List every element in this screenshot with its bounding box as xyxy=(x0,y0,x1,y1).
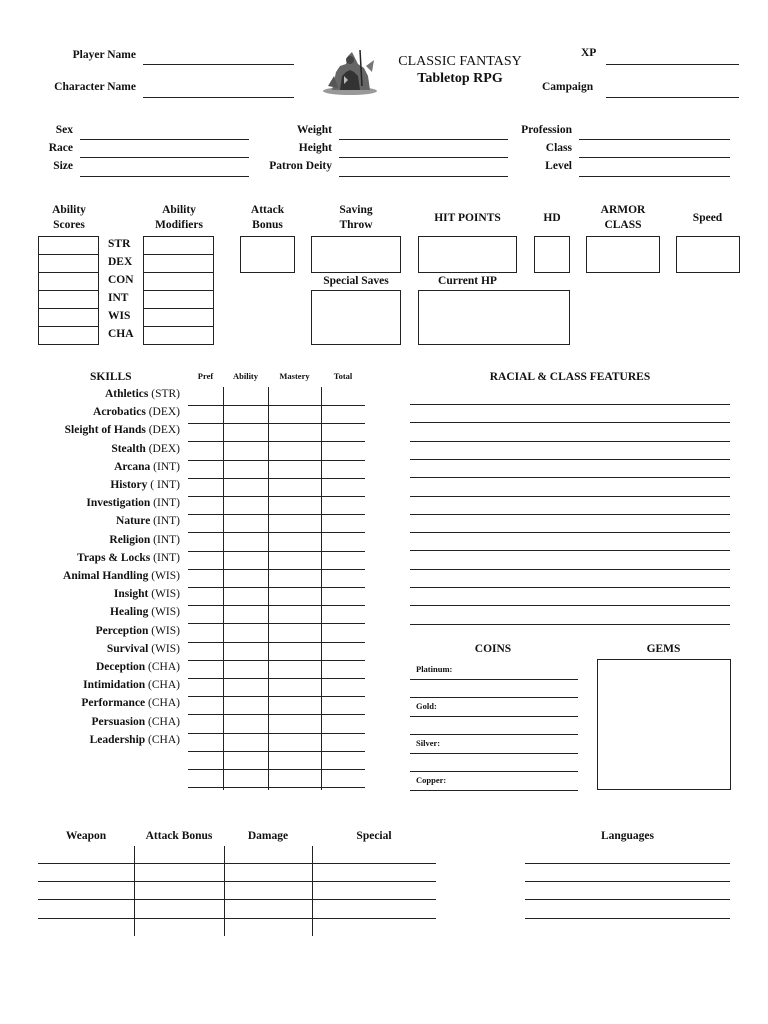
ability-int: INT xyxy=(108,292,129,304)
skill-col-divider xyxy=(223,387,224,790)
sheet-title: CLASSIC FANTASY xyxy=(398,54,522,69)
coin-copper-label: Copper: xyxy=(416,775,447,785)
attack-bonus-box[interactable] xyxy=(240,236,295,273)
language-line[interactable] xyxy=(525,881,730,882)
special-saves-box[interactable] xyxy=(311,290,401,345)
height-label: Height xyxy=(298,142,332,154)
skill-label xyxy=(20,734,180,746)
coin-platinum-label: Platinum: xyxy=(416,664,453,674)
xp-label: XP xyxy=(581,47,597,59)
weapon-col-divider xyxy=(312,846,313,936)
weapon-col-divider xyxy=(224,846,225,936)
hd-box[interactable] xyxy=(534,236,570,273)
skill-label xyxy=(20,679,180,691)
skill-row-line[interactable] xyxy=(188,678,365,679)
skill-label xyxy=(20,424,180,436)
skills-title: SKILLS xyxy=(90,371,132,383)
weight-field[interactable] xyxy=(339,139,508,140)
skill-col-divider xyxy=(321,387,322,790)
saving-throw-box[interactable] xyxy=(311,236,401,273)
col-mastery: Mastery xyxy=(279,371,310,381)
skill-name: Healing xyxy=(110,606,152,619)
skill-row-line[interactable] xyxy=(188,587,365,588)
skill-ability: (DEX) xyxy=(148,424,180,437)
ability-wis: WIS xyxy=(108,310,131,322)
skill-label xyxy=(20,625,180,637)
weapon-row-line[interactable] xyxy=(38,899,436,900)
profession-field[interactable] xyxy=(579,139,730,140)
attack-bonus-header: Attack Bonus xyxy=(250,204,285,231)
language-line[interactable] xyxy=(525,863,730,864)
skill-row-line[interactable] xyxy=(188,605,365,606)
skill-name: Persuasion xyxy=(91,715,149,728)
feature-line[interactable] xyxy=(410,422,730,423)
col-pref: Pref xyxy=(197,371,214,381)
skill-row-line[interactable] xyxy=(188,623,365,624)
skill-name: Stealth xyxy=(111,442,149,455)
hd-header: HD xyxy=(543,212,561,224)
coin-line[interactable] xyxy=(410,734,578,735)
skill-row-line[interactable] xyxy=(188,423,365,424)
feature-line[interactable] xyxy=(410,459,730,460)
feature-line[interactable] xyxy=(410,550,730,551)
skill-name: Deception xyxy=(95,661,149,673)
coins-title: COINS xyxy=(474,643,512,655)
skill-ability: ( INT) xyxy=(150,479,180,491)
skill-ability: (CHA) xyxy=(148,661,180,673)
weapon-col-divider xyxy=(134,846,135,936)
patron-deity-field[interactable] xyxy=(339,176,508,177)
character-name-label: Character Name xyxy=(54,81,136,93)
weight-label: Weight xyxy=(296,124,332,136)
skill-ability: (WIS) xyxy=(151,624,180,637)
skill-name: Animal Handling xyxy=(63,570,152,582)
speed-box[interactable] xyxy=(676,236,740,273)
coin-line[interactable] xyxy=(410,753,578,754)
skill-ability: (DEX) xyxy=(148,406,180,419)
current-hp-header: Current HP xyxy=(438,275,497,287)
speed-header: Speed xyxy=(692,212,723,224)
class-label: Class xyxy=(545,142,572,154)
skill-label xyxy=(20,461,180,473)
ability-str: STR xyxy=(108,238,131,250)
hit-points-header: HIT POINTS xyxy=(434,212,501,224)
skill-ability: (CHA) xyxy=(148,679,180,692)
skill-name: Intimidation xyxy=(83,679,149,692)
ability-con: CON xyxy=(108,274,134,286)
skill-label xyxy=(20,661,180,673)
size-field[interactable] xyxy=(80,176,249,177)
skill-ability: (INT) xyxy=(153,533,180,546)
skill-label xyxy=(20,552,180,564)
skill-label xyxy=(20,406,180,418)
skill-name: Religion xyxy=(109,533,154,546)
skill-label xyxy=(20,479,180,491)
knight-illustration-icon xyxy=(322,46,378,96)
coin-line[interactable] xyxy=(410,790,578,791)
level-label: Level xyxy=(545,160,572,172)
profession-label: Profession xyxy=(521,124,572,136)
skill-name: Acrobatics xyxy=(93,406,149,419)
skill-row-line[interactable] xyxy=(188,460,365,461)
height-field[interactable] xyxy=(339,157,508,158)
coin-line[interactable] xyxy=(410,697,578,698)
feature-line[interactable] xyxy=(410,605,730,606)
skill-ability: (INT) xyxy=(153,497,180,510)
player-name-label: Player Name xyxy=(72,49,136,61)
ability-cha: CHA xyxy=(108,328,134,340)
weapon-col-header: Weapon xyxy=(65,830,107,842)
skill-row-line[interactable] xyxy=(188,441,365,442)
skill-ability: (CHA) xyxy=(148,697,180,710)
skill-name: History xyxy=(110,479,151,491)
skill-ability: (WIS) xyxy=(151,606,180,619)
language-line[interactable] xyxy=(525,918,730,919)
skill-row-line[interactable] xyxy=(188,660,365,661)
skill-ability: (INT) xyxy=(153,551,180,564)
feature-line[interactable] xyxy=(410,624,730,625)
race-label: Race xyxy=(48,142,73,154)
sex-field[interactable] xyxy=(80,139,249,140)
campaign-field[interactable] xyxy=(606,97,739,98)
current-hp-box[interactable] xyxy=(418,290,570,345)
skill-row-line[interactable] xyxy=(188,532,365,533)
skill-name: Performance xyxy=(81,697,149,710)
skill-label xyxy=(20,716,180,728)
skill-name: Sleight of Hands xyxy=(64,424,149,437)
skill-name: Perception xyxy=(95,624,152,637)
feature-line[interactable] xyxy=(410,404,730,405)
feature-line[interactable] xyxy=(410,441,730,442)
skill-ability: (CHA) xyxy=(148,715,180,728)
skill-row-line[interactable] xyxy=(188,569,365,570)
coin-line[interactable] xyxy=(410,716,578,717)
col-ability: Ability xyxy=(232,371,259,381)
skill-row-line[interactable] xyxy=(188,642,365,643)
col-total: Total xyxy=(333,371,353,381)
skill-ability: (STR) xyxy=(151,388,180,400)
feature-line[interactable] xyxy=(410,514,730,515)
language-line[interactable] xyxy=(525,899,730,900)
features-title: RACIAL & CLASS FEATURES xyxy=(489,371,651,383)
ability-modifiers-header: Ability Modifiers xyxy=(155,204,203,231)
skill-ability: (WIS) xyxy=(151,588,180,601)
skill-name: Leadership xyxy=(89,733,149,746)
skill-ability: (CHA) xyxy=(148,733,180,746)
weapon-row-line[interactable] xyxy=(38,918,436,919)
skill-label xyxy=(20,570,180,582)
skill-label xyxy=(20,588,180,600)
weapon-row-line[interactable] xyxy=(38,863,436,864)
skill-row-line[interactable] xyxy=(188,514,365,515)
skill-row-line[interactable] xyxy=(188,496,365,497)
sheet-subtitle: Tabletop RPG xyxy=(417,71,503,86)
skill-row-line[interactable] xyxy=(188,405,365,406)
skill-label xyxy=(20,388,180,400)
skill-label xyxy=(20,497,180,509)
class-field[interactable] xyxy=(579,157,730,158)
level-field[interactable] xyxy=(579,176,730,177)
ability-scores-header: Ability Scores xyxy=(52,204,86,231)
character-name-field[interactable] xyxy=(143,97,294,98)
skill-name: Athletics xyxy=(104,388,152,400)
skill-col-divider xyxy=(268,387,269,790)
skill-row-line[interactable] xyxy=(188,733,365,734)
skill-row-line[interactable] xyxy=(188,769,365,770)
hit-points-box[interactable] xyxy=(418,236,517,273)
skill-name: Nature xyxy=(116,515,154,528)
skill-label xyxy=(20,443,180,455)
patron-deity-label: Patron Deity xyxy=(269,160,332,172)
feature-line[interactable] xyxy=(410,569,730,570)
armor-class-header: ARMOR CLASS xyxy=(600,204,646,231)
skill-ability: (INT) xyxy=(153,460,180,473)
special-saves-header: Special Saves xyxy=(323,275,389,287)
skill-name: Traps & Locks xyxy=(77,551,154,564)
coin-line[interactable] xyxy=(410,771,578,772)
skill-label xyxy=(20,643,180,655)
skill-row-line[interactable] xyxy=(188,696,365,697)
coin-line[interactable] xyxy=(410,679,578,680)
skill-name: Survival xyxy=(106,642,152,655)
languages-title: Languages xyxy=(600,830,655,842)
saving-throw-header: Saving Throw xyxy=(339,204,373,231)
skill-label xyxy=(20,606,180,618)
skill-row-line[interactable] xyxy=(188,478,365,479)
skill-row-line[interactable] xyxy=(188,551,365,552)
gems-box[interactable] xyxy=(597,659,731,790)
skill-ability: (DEX) xyxy=(148,442,180,455)
armor-class-box[interactable] xyxy=(586,236,660,273)
skill-ability: (WIS) xyxy=(151,642,180,655)
feature-line[interactable] xyxy=(410,532,730,533)
feature-line[interactable] xyxy=(410,496,730,497)
skill-name: Investigation xyxy=(86,497,154,510)
damage-col-header: Damage xyxy=(247,830,289,842)
feature-line[interactable] xyxy=(410,477,730,478)
xp-field[interactable] xyxy=(606,64,739,65)
ability-dex: DEX xyxy=(108,256,133,268)
gems-title: GEMS xyxy=(646,643,681,655)
size-label: Size xyxy=(53,160,73,172)
weapon-row-line[interactable] xyxy=(38,881,436,882)
race-field[interactable] xyxy=(80,157,249,158)
skill-label xyxy=(20,534,180,546)
player-name-field[interactable] xyxy=(143,64,294,65)
skill-row-line[interactable] xyxy=(188,714,365,715)
skill-name: Insight xyxy=(113,588,152,601)
sex-label: Sex xyxy=(55,124,73,136)
skill-row-line[interactable] xyxy=(188,751,365,752)
attack-bonus-col-header: Attack Bonus xyxy=(145,830,213,842)
skill-name: Arcana xyxy=(114,460,154,473)
skill-ability: (WIS) xyxy=(151,570,180,582)
skill-label xyxy=(20,697,180,709)
skill-row-line[interactable] xyxy=(188,787,365,788)
coin-gold-label: Gold: xyxy=(416,701,437,711)
special-col-header: Special xyxy=(356,830,392,842)
skill-label xyxy=(20,515,180,527)
feature-line[interactable] xyxy=(410,587,730,588)
campaign-label: Campaign xyxy=(542,81,594,93)
skill-ability: (INT) xyxy=(153,515,180,528)
coin-silver-label: Silver: xyxy=(416,738,441,748)
